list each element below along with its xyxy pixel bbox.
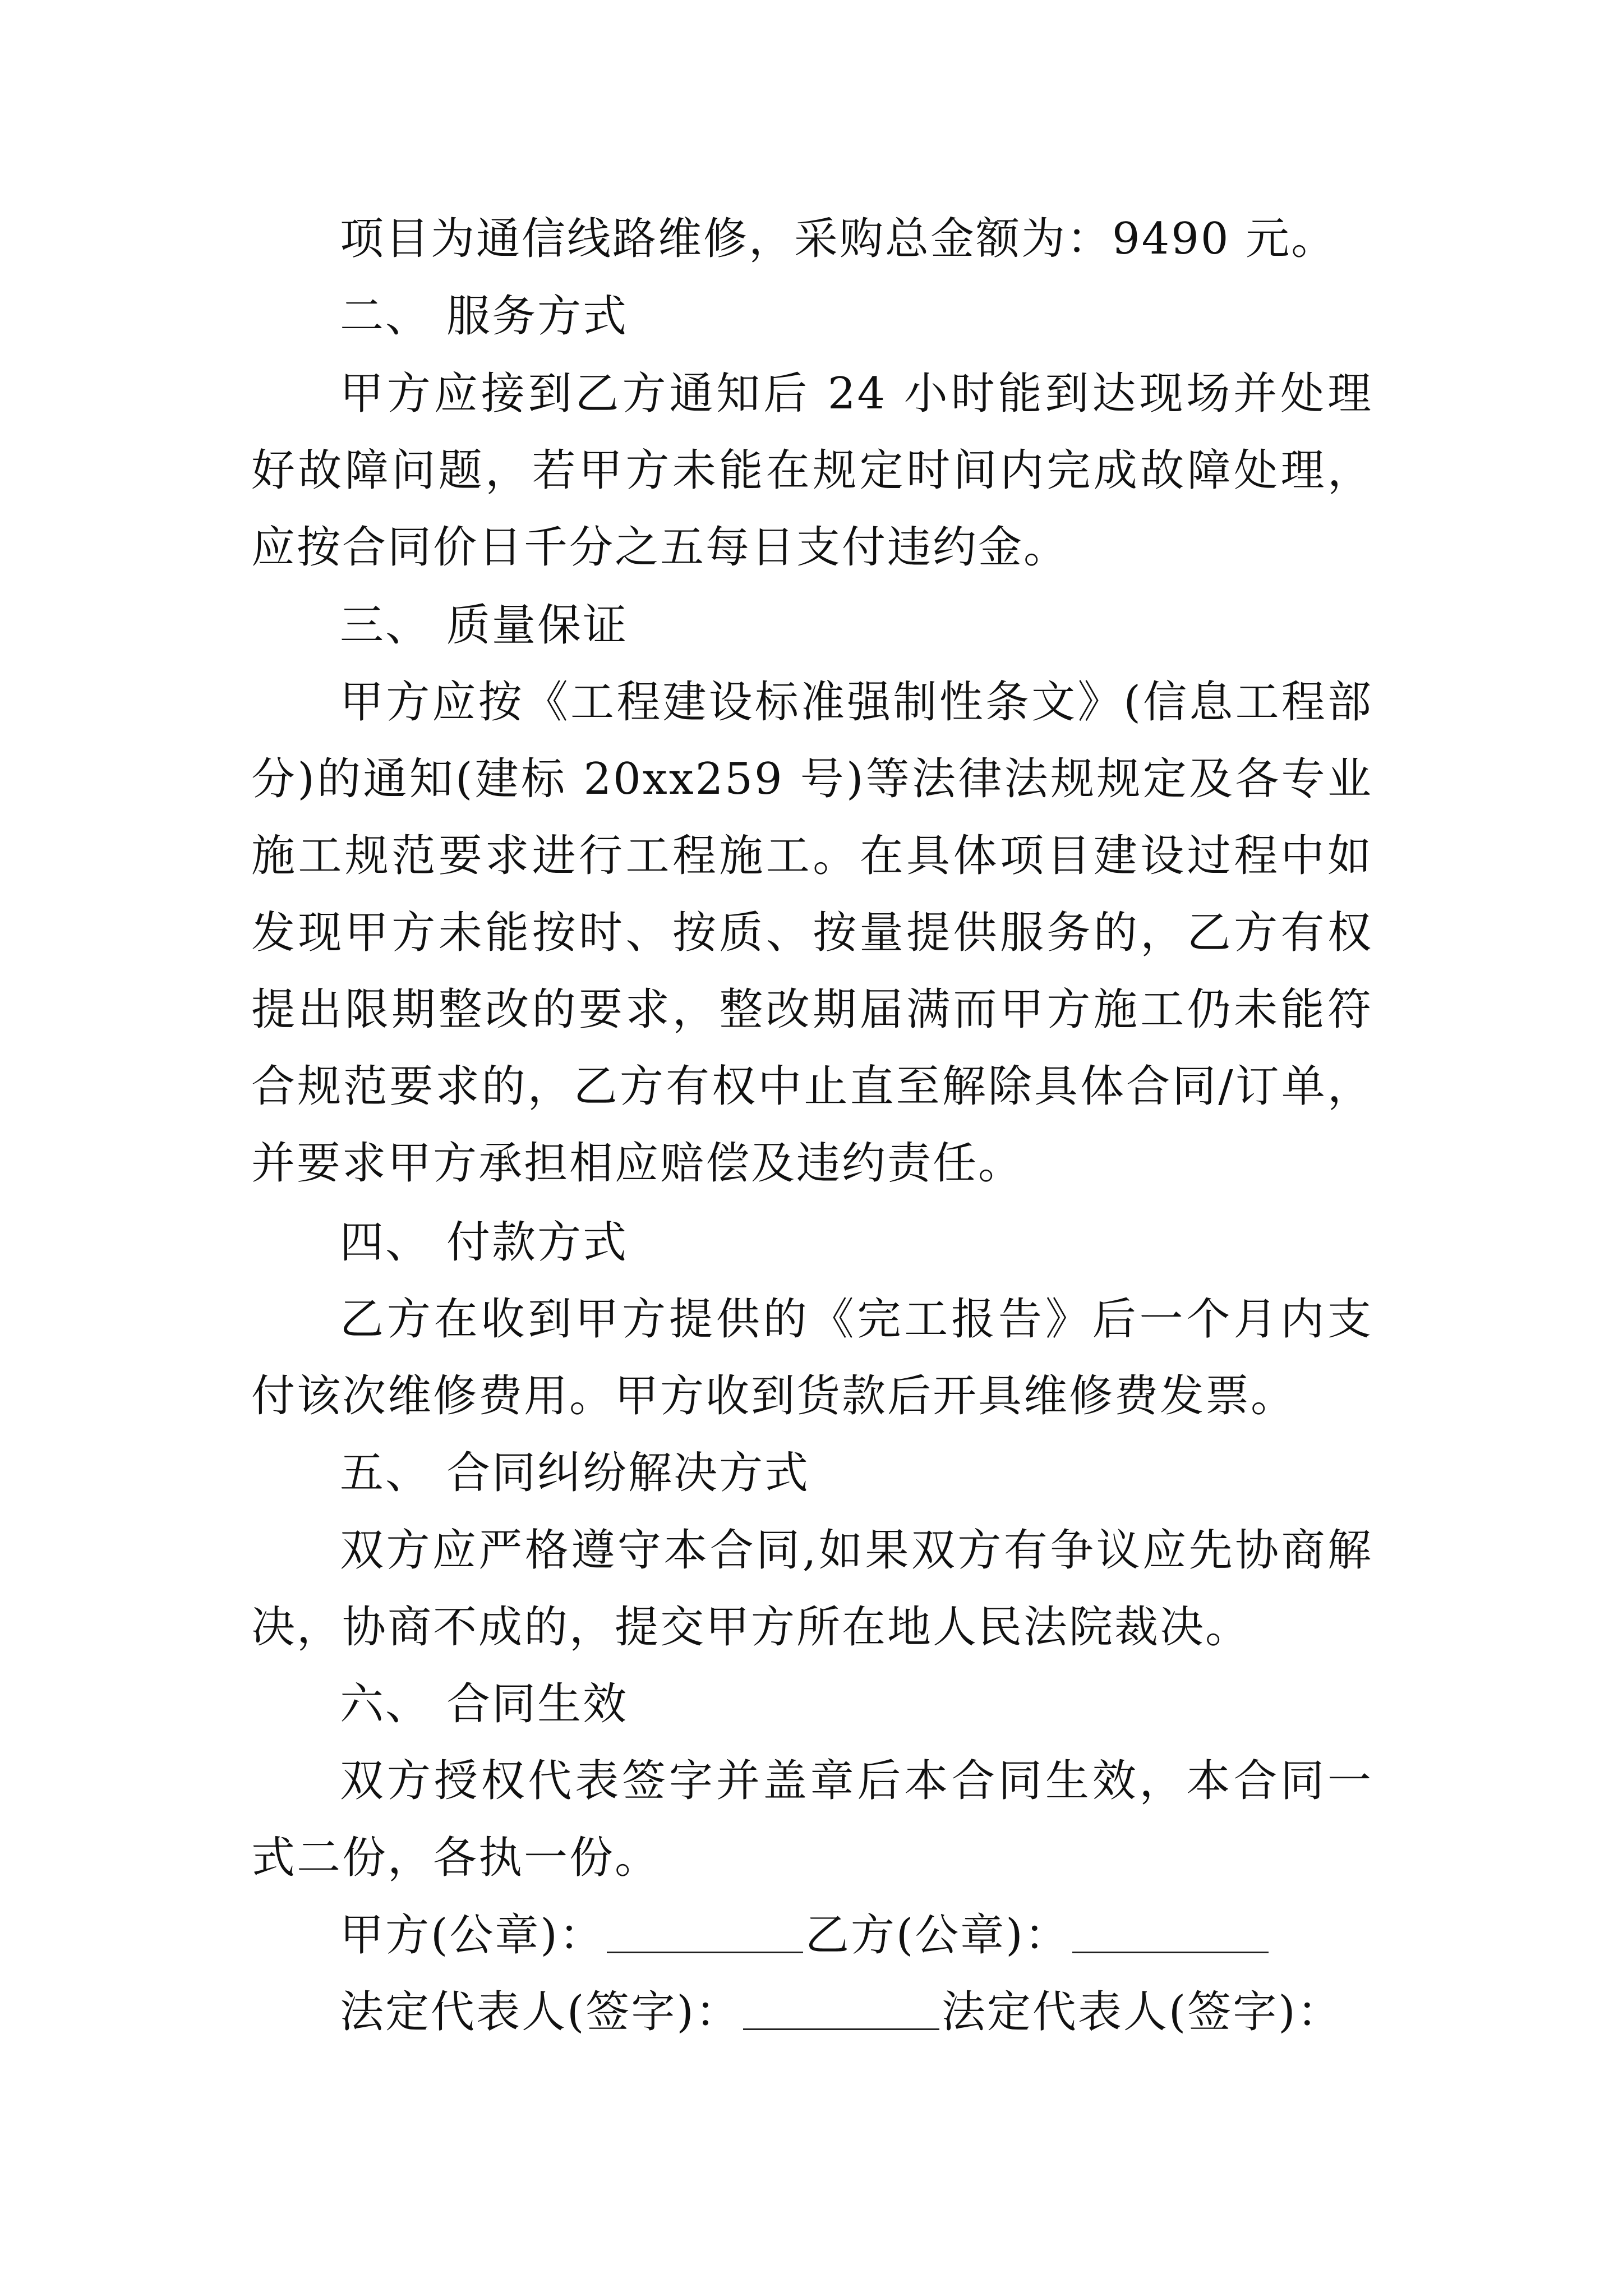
party-a-rep-blank[interactable] (743, 2026, 939, 2030)
party-b-seal-blank[interactable] (1072, 1949, 1269, 1953)
section-title: 合同纠纷解决方式 (446, 1448, 810, 1498)
section-heading-service (340, 278, 628, 355)
section-number: 五、 (340, 1448, 431, 1498)
section-heading-quality (340, 587, 628, 664)
paragraph-project: 项目为通信线路维修，采购总金额为：9490 元。 (340, 214, 1337, 264)
section-title: 服务方式 (446, 291, 629, 342)
paragraph-dispute: 双方应严格遵守本合同,如果双方有争议应先协商解决，协商不成的，提交甲方所在地人民法院裁决。 (251, 1525, 1373, 1653)
paragraph-effect: 双方授权代表签字并盖章后本合同生效，本合同一式二份，各执一份。 (251, 1756, 1373, 1883)
paragraph-service: 甲方应接到乙方通知后 24 小时能到达现场并处理好故障问题，若甲方未能在规定时间内完成故障处理， 应按合同价日千分之五每日支付违约金。 (251, 369, 1373, 573)
party-b-rep-label: 法定代表人(签字)： (941, 1987, 1343, 2037)
section-heading-effect (340, 1666, 628, 1743)
section-number: 六、 (340, 1679, 431, 1729)
party-b-seal-label: 乙方(公章)： (805, 1910, 1070, 1961)
section-title: 质量保证 (446, 600, 629, 651)
section-number: 三、 (340, 600, 431, 651)
section-title: 合同生效 (446, 1679, 629, 1729)
section-title: 付款方式 (446, 1217, 629, 1268)
section-heading-payment (340, 1204, 628, 1281)
party-a-seal-label: 甲方(公章)： (340, 1910, 605, 1961)
paragraph-payment: 乙方在收到甲方提供的《完工报告》后一个月内支付该次维修费用。甲方收到货款后开具维修费发票。 (251, 1294, 1373, 1421)
paragraph-quality: 甲方应按《工程建设标准强制性条文》(信息工程部分)的通知(建标 20xx259 号)等法律法规规定及各专业施工规范要求进行工程施工。在具体项目建设过程中如发现甲方未能按时、按质、按量提供服务的，乙方有权提出限期整改的要求，整改期届满而甲方施工仍未能符合规范要求的，乙方有权中止直至解除具体合同/订单，并要求甲方承担相应赔偿及违约责任。 (251, 677, 1373, 1189)
section-heading-dispute (340, 1435, 810, 1512)
party-a-seal-blank[interactable] (607, 1949, 803, 1953)
section-number: 四、 (340, 1217, 431, 1268)
signature-row-representative (340, 1974, 1343, 2051)
signature-row-seal (340, 1897, 1271, 1974)
party-a-rep-label: 法定代表人(签字)： (340, 1987, 741, 2037)
section-number: 二、 (340, 291, 431, 342)
